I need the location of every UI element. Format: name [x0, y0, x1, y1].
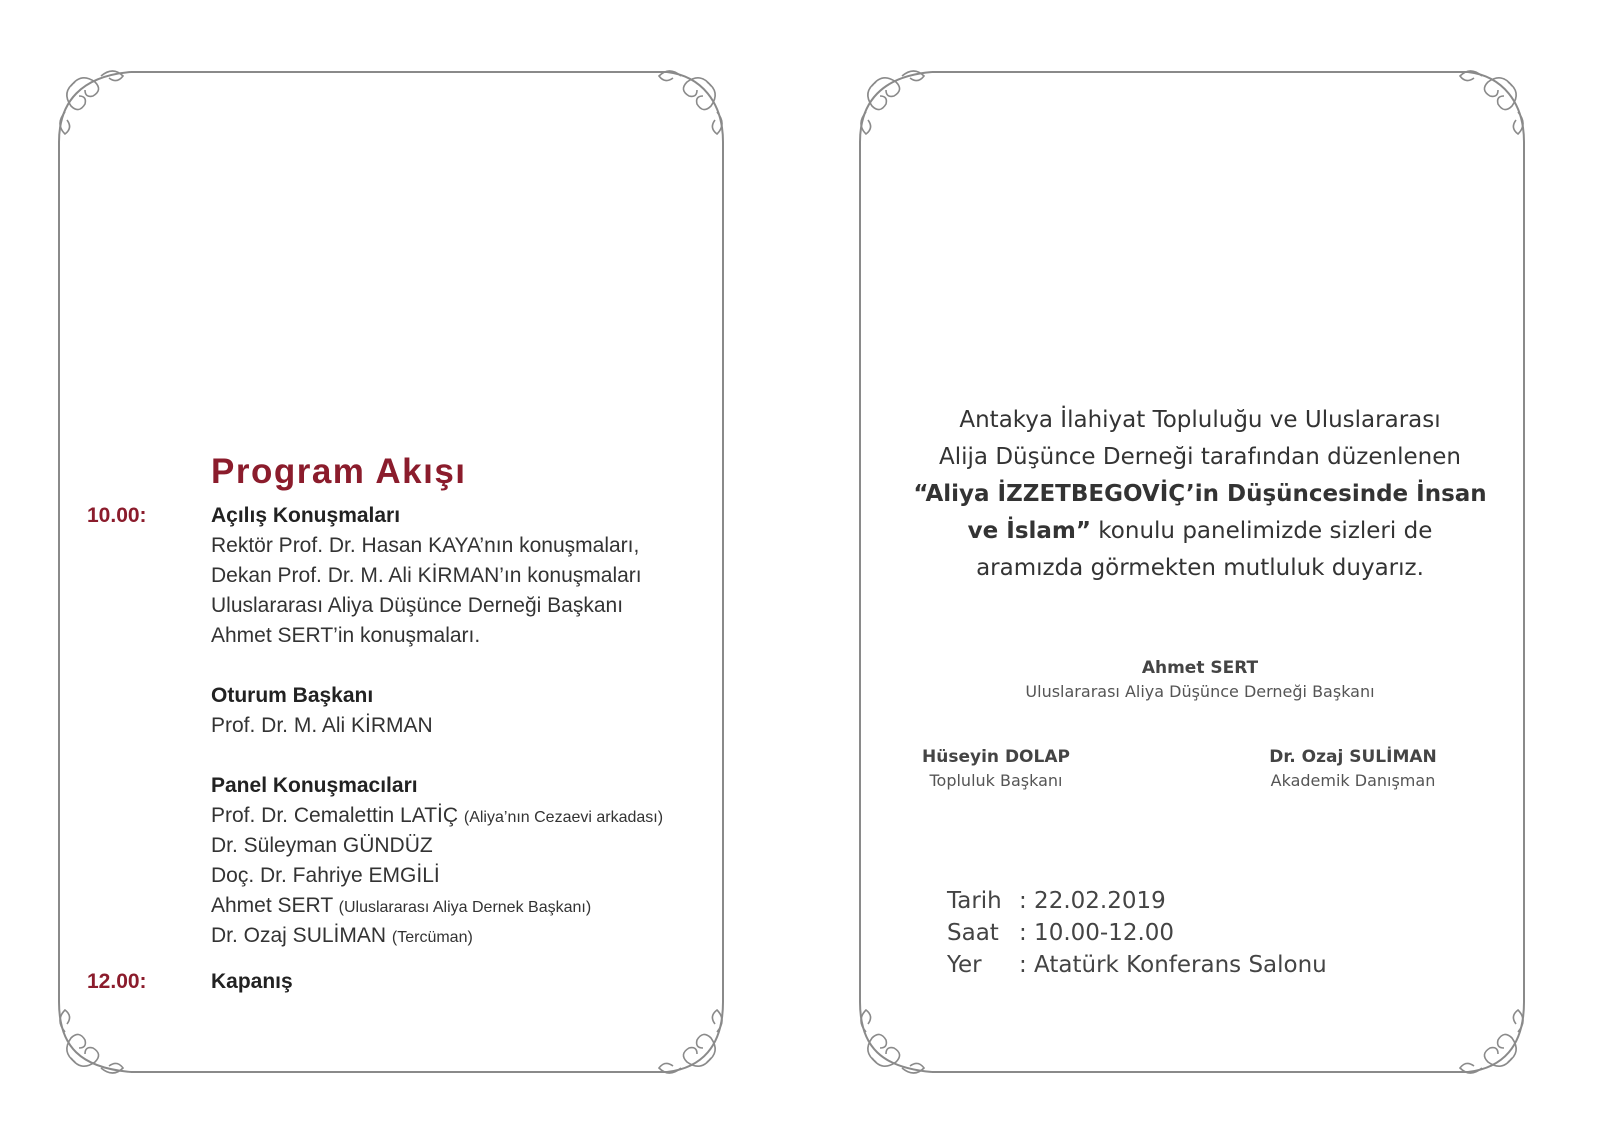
detail-date [947, 888, 1447, 920]
speaker-name: Dr. Süleyman GÜNDÜZ [211, 834, 433, 857]
invitation-line-4 [872, 513, 1528, 550]
signature-community [896, 747, 1096, 790]
opening-time: 10.00: [87, 504, 147, 527]
speaker-note: (Tercüman) [391, 929, 473, 946]
list-item [87, 624, 727, 654]
list-item [87, 864, 727, 894]
speaker-note: (Aliya’nın Cezaevi arkadası) [463, 809, 664, 826]
speaker-name: Dr. Ozaj SULİMAN [211, 924, 387, 947]
opening-line: Uluslararası Aliya Düşünce Derneği Başkanı [211, 594, 624, 617]
speaker-name: Prof. Dr. Cemalettin LATİÇ [211, 804, 459, 827]
detail-value: : 22.02.2019 [1019, 888, 1166, 914]
program-title: Program Akışı [211, 452, 467, 491]
closing-row [87, 970, 727, 1000]
speaker-line [211, 804, 663, 828]
invitation-line-2: Alija Düşünce Derneği tarafından düzenlenen [939, 444, 1461, 470]
invitation-line-4-rest: konulu panelimizde sizleri de [1091, 518, 1433, 544]
detail-place [947, 952, 1447, 984]
invitation-topic-end: ve İslam” [967, 518, 1091, 544]
panel-speakers-heading: Panel Konuşmacıları [211, 774, 418, 797]
opening-row [87, 504, 727, 534]
signature-name: Hüseyin DOLAP [922, 747, 1070, 767]
list-item [87, 804, 727, 834]
list-item [87, 924, 727, 954]
signature-role: Topluluk Başkanı [929, 771, 1063, 790]
detail-label: Yer [947, 952, 982, 978]
list-item [87, 834, 727, 864]
signature-role: Uluslararası Aliya Düşünce Derneği Başkanı [1025, 682, 1375, 701]
detail-value: : Atatürk Konferans Salonu [1019, 952, 1327, 978]
invitation-line-3: “Aliya İZZETBEGOVİÇ’in Düşüncesinde İnsan [913, 481, 1487, 507]
panel-speakers-row [87, 774, 727, 804]
speaker-name: Doç. Dr. Fahriye EMGİLİ [211, 864, 440, 887]
session-chair-heading: Oturum Başkanı [211, 684, 374, 707]
invitation-line-1: Antakya İlahiyat Topluluğu ve Uluslararası [959, 407, 1441, 433]
signature-name: Ahmet SERT [1141, 658, 1259, 678]
list-item [87, 564, 727, 594]
opening-line: Dekan Prof. Dr. M. Ali KİRMAN’ın konuşmaları [211, 564, 642, 587]
opening-heading: Açılış Konuşmaları [211, 504, 401, 527]
speaker-note: (Uluslararası Aliya Dernek Başkanı) [338, 899, 592, 916]
opening-line: Ahmet SERT’in konuşmaları. [211, 624, 481, 647]
closing-heading: Kapanış [211, 970, 293, 993]
speaker-line [211, 924, 473, 948]
detail-label: Saat [947, 920, 999, 946]
closing-time: 12.00: [87, 970, 147, 993]
invitation-text [872, 402, 1528, 587]
signature-advisor [1248, 747, 1458, 790]
list-item [87, 534, 727, 564]
list-item [87, 594, 727, 624]
detail-label: Tarih [947, 888, 1002, 914]
speaker-name: Ahmet SERT [211, 894, 333, 917]
speaker-line [211, 894, 591, 918]
opening-line: Rektör Prof. Dr. Hasan KAYA’nın konuşmaları, [211, 534, 640, 557]
session-chair-name: Prof. Dr. M. Ali KİRMAN [211, 714, 433, 737]
signature-president [1000, 658, 1400, 701]
detail-time [947, 920, 1447, 952]
program-panel [51, 62, 747, 1082]
event-details [947, 888, 1447, 984]
signature-name: Dr. Ozaj SULİMAN [1269, 747, 1437, 767]
list-item [87, 714, 727, 744]
list-item [87, 894, 727, 924]
detail-value: : 10.00-12.00 [1019, 920, 1175, 946]
signature-role: Akademik Danışman [1270, 771, 1436, 790]
invitation-panel [852, 62, 1548, 1082]
invitation-line-5: aramızda görmekten mutluluk duyarız. [976, 555, 1424, 581]
session-chair-row [87, 684, 727, 714]
